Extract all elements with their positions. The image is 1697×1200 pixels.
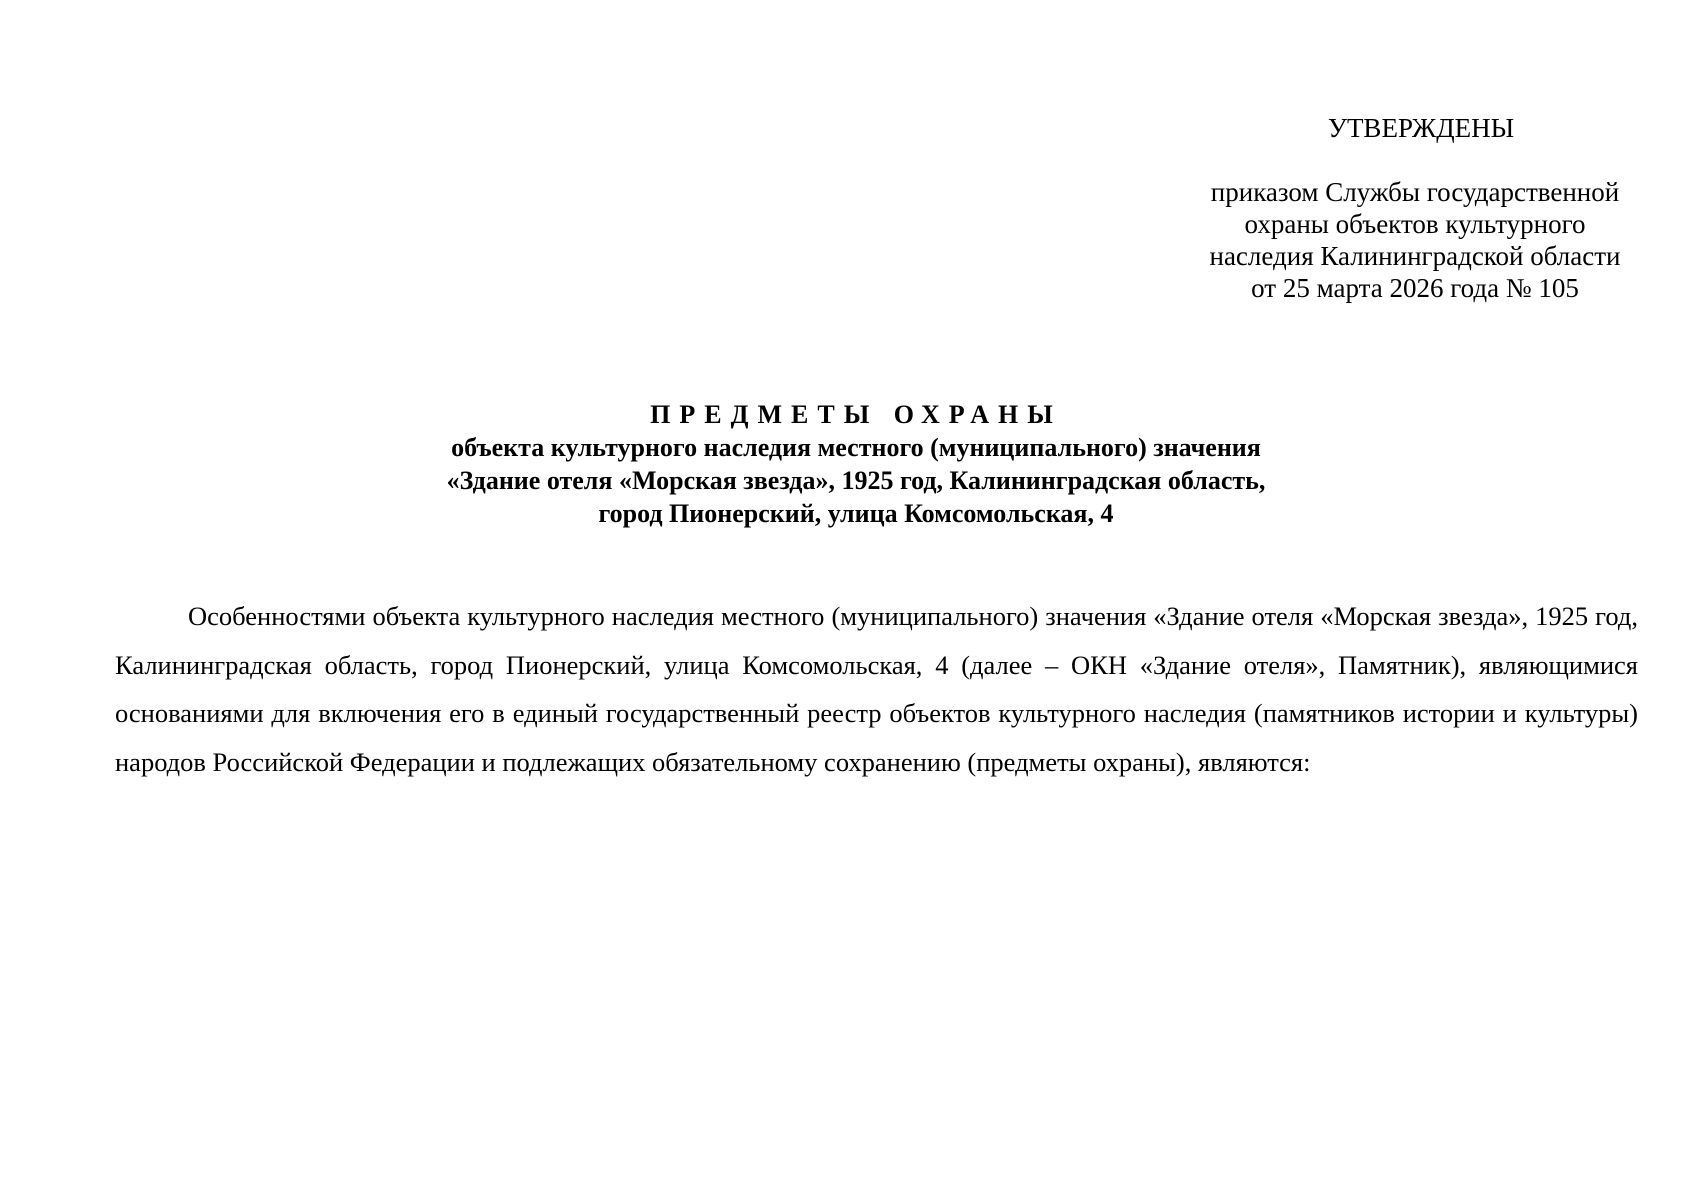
approval-block: [1180, 112, 1650, 304]
heading-line: «Здание отеля «Морская звезда», 1925 год, Калининградская область,: [446, 466, 1266, 495]
approval-title: УТВЕРЖДЕНЫ: [1327, 113, 1515, 143]
approval-line: охраны объектов культурного: [1244, 209, 1586, 239]
heading-title: ПРЕДМЕТЫ ОХРАНЫ: [650, 400, 1062, 429]
approval-line: приказом Службы государственной: [1210, 177, 1620, 207]
body-paragraph: Особенностями объекта культурного наследия местного (муниципального) значения «Здание отеля «Морская звезда», 1925 год, Калининградская область, город Пионерский, улица Комсомольская, 4 (далее – ОКН «Здание отеля», Памятник), являющимися основаниями для включения его в единый государственный реестр объектов культурного наследия (памятников истории и культуры) народов Российской Федерации и подлежащих обязательному сохранению (предметы охраны), являются:: [115, 601, 1638, 777]
approval-line: от 25 марта 2026 года № 105: [1251, 273, 1579, 303]
document-heading: [0, 398, 1697, 530]
heading-line: город Пионерский, улица Комсомольская, 4: [598, 499, 1114, 528]
heading-line: объекта культурного наследия местного (муниципального) значения: [451, 433, 1261, 462]
heading-wrapper: [126, 398, 1586, 530]
approval-line: наследия Калининградской области: [1209, 241, 1621, 271]
